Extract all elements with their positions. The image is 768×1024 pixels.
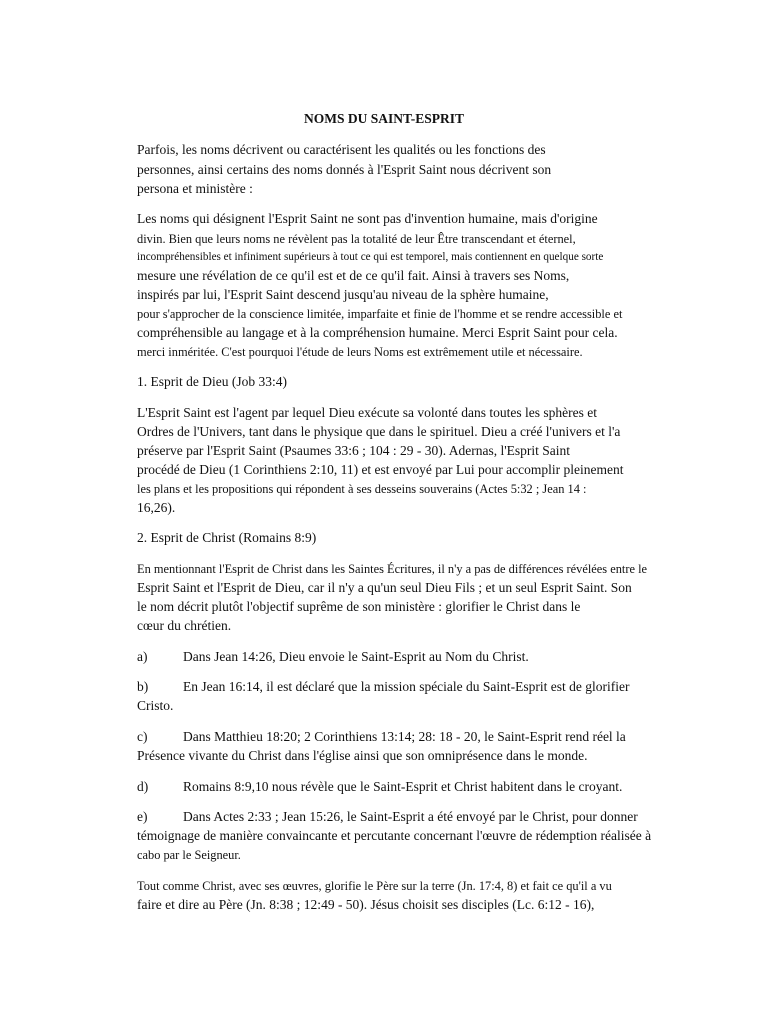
para3-line-3: préserve par l'Esprit Saint (Psaumes 33:6 ; 104 : 29 - 30). Adernas, l'Esprit Saint <box>137 443 571 458</box>
list-item-label: d) <box>137 779 149 794</box>
list-item-label: c) <box>137 729 148 744</box>
para4-line-1: En mentionnant l'Esprit de Christ dans les Saintes Écritures, il n'y a pas de différences révélées entre le <box>137 562 648 576</box>
intro-line-3: persona et ministère : <box>137 181 253 196</box>
list-item-text: Dans Actes 2:33 ; Jean 15:26, le Saint-Esprit a été envoyé par le Christ, pour donner <box>183 809 638 824</box>
para2-line-8: merci inméritée. C'est pourquoi l'étude de leurs Noms est extrêmement utile et nécessaire. <box>137 345 583 359</box>
list-item-text: Dans Jean 14:26, Dieu envoie le Saint-Esprit au Nom du Christ. <box>183 649 529 664</box>
para4-line-2: Esprit Saint et l'Esprit de Dieu, car il n'y a qu'un seul Dieu Fils ; et un seul Esprit Saint. Son <box>137 580 632 595</box>
para2-line-2: divin. Bien que leurs noms ne révèlent pas la totalité de leur Être transcendant et éternel, <box>137 232 576 246</box>
list-item-b <box>137 678 630 696</box>
list-item-label: e) <box>137 809 148 824</box>
para5-line-1: Tout comme Christ, avec ses œuvres, glorifie le Père sur la terre (Jn. 17:4, 8) et fait ce qu'il a vu <box>137 879 612 893</box>
document-title: NOMS DU SAINT-ESPRIT <box>303 111 465 126</box>
para5-line-2: faire et dire au Père (Jn. 8:38 ; 12:49 - 50). Jésus choisit ses disciples (Lc. 6:12 - 16), <box>137 897 595 912</box>
list-item-text: En Jean 16:14, il est déclaré que la mission spéciale du Saint-Esprit est de glorifier <box>183 679 630 694</box>
list-item-c <box>137 728 626 746</box>
list-item-label: b) <box>137 679 149 694</box>
para4-line-3: le nom décrit plutôt l'objectif suprême de son ministère : glorifier le Christ dans le <box>137 599 581 614</box>
para3-line-2: Ordres de l'Univers, tant dans le physique que dans le spirituel. Dieu a créé l'univers et l'a <box>137 424 621 439</box>
list-item-b-cont: Cristo. <box>137 698 174 713</box>
list-item-d <box>137 778 622 796</box>
list-item-e <box>137 808 638 826</box>
para2-line-6: pour s'approcher de la conscience limitée, imparfaite et finie de l'homme et se rendre accessible et <box>137 307 623 321</box>
para4-line-4: cœur du chrétien. <box>137 618 232 633</box>
list-item-e-cont-1: témoignage de manière convaincante et percutante concernant l'œuvre de rédemption réalisée à <box>137 828 652 843</box>
section-heading-1: 1. Esprit de Dieu (Job 33:4) <box>137 374 287 389</box>
list-item-text: Dans Matthieu 18:20; 2 Corinthiens 13:14; 28: 18 - 20, le Saint-Esprit rend réel la <box>183 729 626 744</box>
para2-line-5: inspirés par lui, l'Esprit Saint descend jusqu'au niveau de la sphère humaine, <box>137 287 549 302</box>
list-item-e-cont-2: cabo par le Seigneur. <box>137 848 241 862</box>
list-item-a <box>137 648 529 666</box>
para2-line-4: mesure une révélation de ce qu'il est et de ce qu'il fait. Ainsi à travers ses Noms, <box>137 268 570 283</box>
section-heading-2: 2. Esprit de Christ (Romains 8:9) <box>137 530 317 545</box>
para2-line-3: incompréhensibles et infiniment supérieurs à tout ce qui est temporel, mais contiennent en quelque sorte <box>137 251 604 263</box>
intro-line-2: personnes, ainsi certains des noms donnés à l'Esprit Saint nous décrivent son <box>137 162 552 177</box>
para3-line-5: les plans et les propositions qui répondent à ses desseins souverains (Actes 5:32 ; Jean 14 : <box>137 482 587 496</box>
para2-line-1: Les noms qui désignent l'Esprit Saint ne sont pas d'invention humaine, mais d'origine <box>137 211 598 226</box>
list-item-c-cont: Présence vivante du Christ dans l'église ainsi que son omniprésence dans le monde. <box>137 748 588 763</box>
intro-line-1: Parfois, les noms décrivent ou caractérisent les qualités ou les fonctions des <box>137 142 546 157</box>
para3-line-4: procédé de Dieu (1 Corinthiens 2:10, 11) et est envoyé par Lui pour accomplir pleinement <box>137 462 624 477</box>
para3-line-1: L'Esprit Saint est l'agent par lequel Dieu exécute sa volonté dans toutes les sphères et <box>137 405 597 420</box>
para3-line-6: 16,26). <box>137 500 176 515</box>
list-item-text: Romains 8:9,10 nous révèle que le Saint-Esprit et Christ habitent dans le croyant. <box>183 779 623 794</box>
list-item-label: a) <box>137 649 148 664</box>
para2-line-7: compréhensible au langage et à la compréhension humaine. Merci Esprit Saint pour cela. <box>137 325 618 340</box>
